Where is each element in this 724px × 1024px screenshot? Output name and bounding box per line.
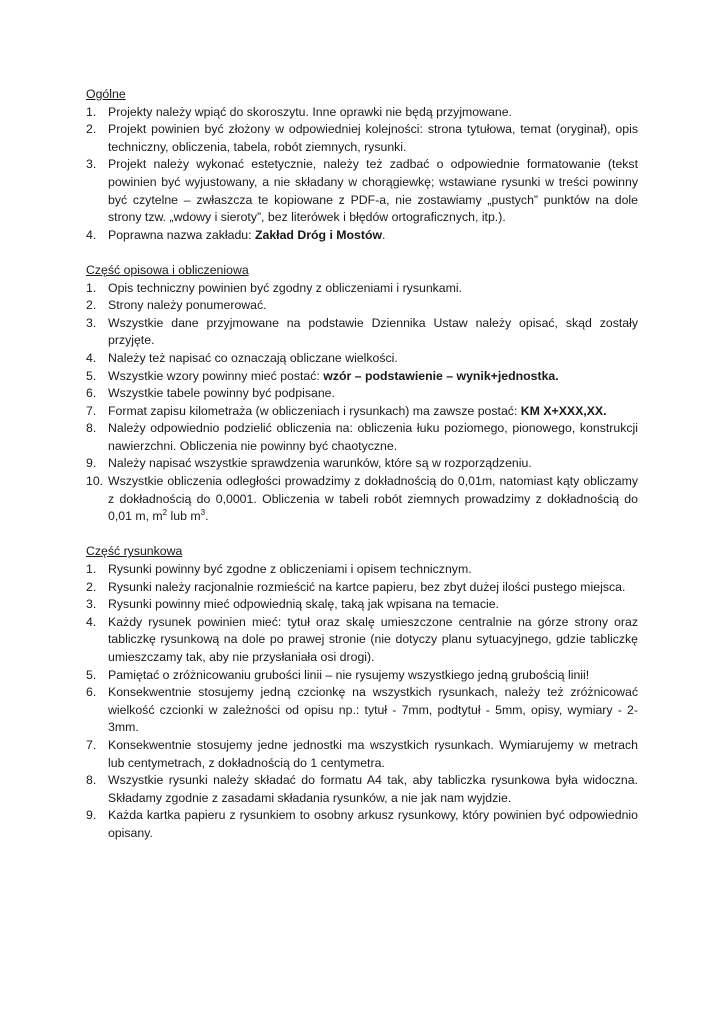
list-item-text <box>108 369 559 383</box>
list-item-text <box>108 228 385 242</box>
list-item <box>86 667 638 685</box>
list-item-text <box>108 281 462 295</box>
superscript: 2 <box>162 508 168 518</box>
list-item-text <box>108 157 638 224</box>
list-item-text <box>108 456 532 470</box>
list-item <box>86 385 638 403</box>
text-run: lub m <box>167 509 201 524</box>
list-item-number: 9. <box>86 808 97 823</box>
text-run: Pamiętać o zróżnicowaniu grubości linii – nie rysujemy wszystkiego jedną grubością linii! <box>108 667 590 682</box>
document-section <box>86 543 638 842</box>
list-item-number: 5. <box>86 368 97 383</box>
text-run: Wszystkie dane przyjmowane na podstawie Dziennika Ustaw należy opisać, skąd zostały przyjęte. <box>108 315 638 348</box>
text-run: Projekt należy wykonać estetycznie, należy też zadbać o odpowiednie formatowanie (tekst powinien być wyjustowany, a nie składany w chorągiewkę; wstawiane rysunki w treści powinny być czytelne – zwłaszcza te kopiowane z PDF-a, nie zostawiamy „pustych” punktów na dole strony tzw. „wdowy i sieroty”, bez literówek i błędów ortograficznych, itp.). <box>108 157 638 225</box>
list-item-number: 9. <box>86 456 97 471</box>
list-item-text <box>108 562 472 576</box>
list-item <box>86 156 638 226</box>
section-heading: Ogólne <box>86 87 126 101</box>
text-run: Należy odpowiednio podzielić obliczenia na: obliczenia łuku poziomego, pionowego, konstrukcji nawierzchni. Obliczenia nie powinny być chaotyczne. <box>108 421 638 453</box>
list-item-number: 7. <box>86 737 97 752</box>
text-run: . <box>205 509 209 524</box>
list-item <box>86 350 638 368</box>
list-item <box>86 684 638 737</box>
list-item-text <box>108 668 589 682</box>
text-run: Rysunki należy racjonalnie rozmieścić na kartce papieru, bez zbyt dużej ilości pustego miejsca. <box>108 579 626 594</box>
text-run: Strony należy ponumerować. <box>108 298 267 313</box>
list-item-text <box>108 597 499 611</box>
list-item-number: 4. <box>86 614 97 629</box>
list-item-text <box>108 316 638 348</box>
list-item-number: 4. <box>86 350 97 365</box>
section-heading: Część rysunkowa <box>86 544 183 559</box>
list-item-number: 3. <box>86 315 97 330</box>
text-run: Poprawna nazwa zakładu: <box>108 227 255 242</box>
list-item <box>86 807 638 842</box>
section-list <box>86 561 638 843</box>
text-run: Rysunki powinny być zgodne z obliczeniami i opisem technicznym. <box>108 562 472 577</box>
list-item-text <box>108 298 267 312</box>
list-item <box>86 596 638 614</box>
text-run: Projekt powinien być złożony w odpowiedniej kolejności: strona tytułowa, temat (oryginał), opis techniczny, obliczenia, tabela, robót ziemnych, rysunki. <box>108 122 638 154</box>
text-run: Wszystkie rysunki należy składać do formatu A4 tak, aby tabliczka rysunkowa była widoczna. Składamy zgodnie z zasadami składania rysunków, a nie jak nam wyjdzie. <box>108 773 638 805</box>
list-item-text <box>108 738 638 770</box>
list-item <box>86 403 638 421</box>
list-item-number: 10. <box>86 474 104 489</box>
list-item-number: 2. <box>86 298 97 313</box>
list-item-number: 1. <box>86 104 97 119</box>
text-run: Wszystkie tabele powinny być podpisane. <box>108 386 335 401</box>
list-item <box>86 280 638 298</box>
superscript: 3 <box>200 508 206 518</box>
document-section <box>86 262 638 526</box>
list-item <box>86 561 638 579</box>
text-run: Należy też napisać co oznaczają obliczane wielkości. <box>108 350 398 365</box>
list-item <box>86 121 638 156</box>
list-item-number: 1. <box>86 280 97 295</box>
text-run: Wszystkie wzory powinny mieć postać: <box>108 368 324 383</box>
list-item-number: 2. <box>86 579 97 594</box>
text-run: Konsekwentnie stosujemy jedną czcionkę na wszystkich rysunkach, należy też zróżnicować wielkość czcionki w zależności od opisu np.: tytuł - 7mm, podtytuł - 5mm, opisy, wymiary - 2-3mm. <box>108 685 638 735</box>
list-item <box>86 315 638 350</box>
list-item-number: 5. <box>86 667 97 682</box>
list-item-text <box>108 773 638 805</box>
list-item-text <box>108 404 607 418</box>
text-run: Należy napisać wszystkie sprawdzenia warunków, które są w rozporządzeniu. <box>108 456 532 471</box>
list-item <box>86 227 638 245</box>
list-item <box>86 104 638 122</box>
section-list <box>86 280 638 526</box>
list-item-text <box>108 105 512 119</box>
list-item-number: 6. <box>86 685 97 700</box>
list-item <box>86 368 638 386</box>
list-item <box>86 473 638 526</box>
list-item-number: 1. <box>86 562 97 577</box>
list-item <box>86 614 638 667</box>
text-run: Projekty należy wpiąć do skoroszytu. Inne oprawki nie będą przyjmowane. <box>108 104 512 119</box>
list-item <box>86 579 638 597</box>
list-item-text <box>108 808 638 840</box>
text-run: Wszystkie obliczenia odległości prowadzimy z dokładnością do 0,01m, natomiast kąty obliczamy z dokładnością do 0,0001. Obliczenia w tabeli robót ziemnych prowadzimy z dokładnością do 0,01 m, m <box>108 474 638 524</box>
list-item-text <box>108 351 398 365</box>
text-run: Każda kartka papieru z rysunkiem to osobny arkusz rysunkowy, który powinien być odpowiednio opisany. <box>108 808 638 840</box>
list-item-text <box>108 474 638 523</box>
section-heading: Część opisowa i obliczeniowa <box>86 262 249 277</box>
text-run: . <box>382 227 386 242</box>
bold-text: wzór – podstawienie – wynik+jednostka. <box>323 368 559 383</box>
list-item-text <box>108 421 638 453</box>
list-item-number: 4. <box>86 227 97 242</box>
text-run: Opis techniczny powinien być zgodny z obliczeniami i rysunkami. <box>108 280 463 295</box>
list-item-text <box>108 122 638 154</box>
list-item <box>86 772 638 807</box>
list-item-text <box>108 580 625 594</box>
list-item <box>86 455 638 473</box>
list-item-number: 8. <box>86 421 97 436</box>
list-item <box>86 297 638 315</box>
list-item-number: 2. <box>86 122 97 137</box>
text-run: Rysunki powinny mieć odpowiednią skalę, taką jak wpisana na temacie. <box>108 597 499 612</box>
list-item-number: 8. <box>86 773 97 788</box>
list-item <box>86 420 638 455</box>
text-run: Format zapisu kilometraża (w obliczeniach i rysunkach) ma zawsze postać: <box>108 403 521 418</box>
list-item-text <box>108 615 638 664</box>
list-item-text <box>108 386 335 400</box>
list-item-text <box>108 685 638 734</box>
document-content <box>86 86 638 860</box>
list-item-number: 7. <box>86 403 97 418</box>
bold-text: Zakład Dróg i Mostów <box>254 227 383 242</box>
document-section <box>86 86 638 244</box>
list-item-number: 3. <box>86 597 97 612</box>
bold-text: KM X+XXX,XX. <box>520 403 607 418</box>
list-item-number: 6. <box>86 386 97 401</box>
text-run: Konsekwentnie stosujemy jedne jednostki ma wszystkich rysunkach. Wymiarujemy w metrach lub centymetrach, z dokładnością do 1 centymetra. <box>108 737 638 770</box>
section-list <box>86 104 638 245</box>
text-run: Każdy rysunek powinien mieć: tytuł oraz skalę umieszczone centralnie na górze strony oraz tabliczkę rysunkową na dole po prawej stronie (nie dotyczy planu sytuacyjnego, gdzie tabliczkę umieszczamy tak, aby nie przysłaniała osi drogi). <box>108 614 638 664</box>
list-item <box>86 737 638 772</box>
list-item-number: 3. <box>86 157 97 172</box>
